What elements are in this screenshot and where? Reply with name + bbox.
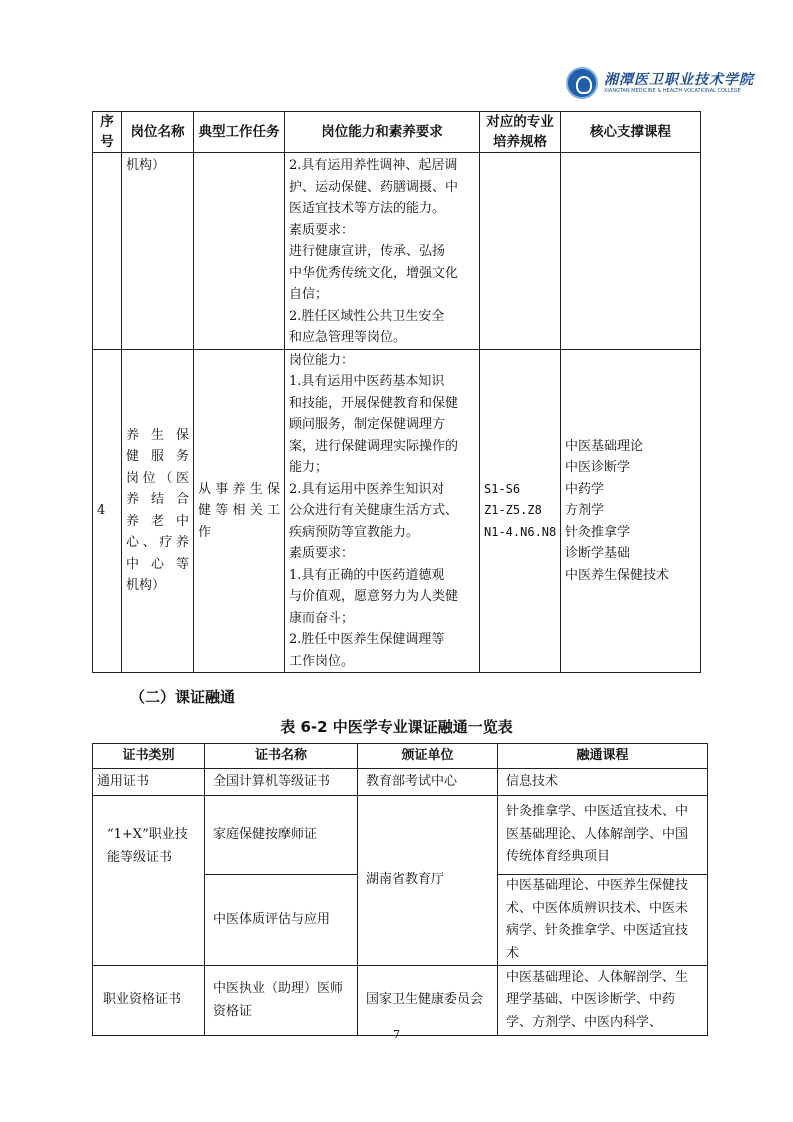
cell-requirements	[285, 153, 480, 350]
cell-cert-name: 全国计算机等级证书	[205, 769, 358, 796]
cell-spec	[480, 153, 561, 350]
text-line: 健服务	[126, 449, 189, 465]
cell-courses: 针灸推拿学、中医适宜技术、中医基础理论、人体解剖学、中国传统体育经典项目	[498, 796, 708, 875]
text-line: 机构）	[126, 578, 166, 594]
cell-task	[194, 349, 285, 673]
table-header-row	[93, 744, 708, 769]
cell-cert-name: 中医体质评估与应用	[205, 875, 358, 966]
text-line: S1-S6	[484, 481, 521, 496]
text-line: 和应急管理等岗位。	[289, 330, 407, 345]
text-line: 2.具有运用中医养生知识对	[289, 481, 445, 497]
cell-no: 4	[93, 349, 122, 673]
text-line: N1-4.N6.N8	[484, 524, 557, 539]
header-category: 证书类别	[93, 744, 205, 769]
post-ability-table	[92, 111, 701, 673]
text-line: 中医基础理论	[565, 438, 644, 454]
header-task: 典型工作任务	[194, 112, 285, 153]
cell-courses	[561, 349, 701, 673]
text-line: 2.胜任区域性公共卫生安全	[289, 308, 445, 324]
table-row	[93, 966, 708, 1036]
cell-cert-name: 家庭保健按摩师证	[205, 796, 358, 875]
text-line: 方剂学	[565, 503, 605, 518]
text-line: 素质要求：	[289, 546, 355, 561]
text-line: 中华优秀传统文化，增强文化	[289, 265, 459, 281]
text-line: 能力；	[289, 460, 329, 475]
header-post: 岗位名称	[122, 112, 194, 153]
table-row	[93, 769, 708, 796]
cell-task	[194, 153, 285, 350]
text-line: 机构）	[126, 158, 166, 173]
cell-courses: 中医基础理论、人体解剖学、生理学基础、中医诊断学、中药学、方剂学、中医内科学、	[498, 966, 708, 1036]
header-courses: 融通课程	[498, 744, 708, 769]
text-line: 针灸推拿学	[565, 524, 631, 540]
text-line: 顾问服务，制定保健调理方	[289, 417, 446, 432]
text-line: 养结合	[126, 492, 189, 508]
text-line: 工作岗位。	[289, 653, 355, 669]
cell-issuer: 国家卫生健康委员会	[358, 966, 498, 1036]
text-line: 养老中	[126, 513, 189, 529]
text-line: 素质要求：	[289, 222, 355, 238]
text-line: 中药学	[565, 481, 605, 497]
text-line: 诊断学基础	[565, 546, 631, 561]
cell-issuer: 湖南省教育厅	[358, 796, 498, 966]
logo-en-text: XIANGTAN MEDICINE & HEALTH VOCATIONAL COLLEGE	[604, 88, 741, 94]
text-line: 中医养生保健技术	[565, 567, 670, 583]
table-row	[93, 796, 708, 875]
cell-no	[93, 153, 122, 350]
cell-spec	[480, 349, 561, 673]
text-line: 2.具有运用养性调神、起居调	[289, 158, 458, 173]
page-number: 7	[393, 1028, 400, 1041]
text-line: 中医诊断学	[565, 460, 631, 475]
text-line: 岗位（医	[126, 470, 189, 486]
cell-requirements	[285, 349, 480, 673]
table-row	[93, 153, 701, 350]
section-heading: （二）课证融通	[130, 688, 236, 706]
text-line: 2.胜任中医养生保健调理等	[289, 632, 445, 647]
text-line: 健等相关工	[198, 503, 280, 518]
cell-courses	[561, 153, 701, 350]
header-requirements: 岗位能力和素养要求	[285, 112, 480, 153]
category-text: “1+X”职业技能等级证书	[107, 827, 188, 865]
text-line: 公众进行有关健康生活方式、	[289, 503, 459, 518]
text-line: 疾病预防等宣教能力。	[289, 524, 420, 540]
header-courses: 核心支撑课程	[561, 112, 701, 153]
logo-cn-text: 湘潭医卫职业技术学院	[604, 72, 754, 88]
text-line: Z1-Z5.Z8	[484, 503, 542, 517]
cell-category	[93, 796, 205, 966]
text-line: 心、疗养	[126, 535, 189, 551]
header-cert-name: 证书名称	[205, 744, 358, 769]
cell-courses: 中医基础理论、中医养生保健技术、中医体质辨识技术、中医未病学、针灸推拿学、中医适宜技术	[498, 875, 708, 966]
cell-issuer: 教育部考试中心	[358, 769, 498, 796]
cell-courses: 信息技术	[498, 769, 708, 796]
text-line: 作	[198, 524, 212, 540]
text-line: 康而奋斗；	[289, 610, 355, 626]
header-spec-line: 对应的专业	[486, 114, 554, 130]
course-certificate-table	[92, 743, 708, 1036]
cell-cert-name: 中医执业（助理）医师资格证	[205, 966, 358, 1036]
text-line: 和技能，开展保健教育和保健	[289, 395, 459, 411]
header-spec	[480, 112, 561, 153]
text-line: 进行健康宣讲，传承、弘扬	[289, 244, 446, 259]
cell-post	[122, 349, 194, 673]
table-caption: 表 6-2 中医学专业课证融通一览表	[280, 718, 513, 736]
table-header-row	[93, 112, 701, 153]
text-line: 从事养生保	[198, 481, 280, 497]
cell-post	[122, 153, 194, 350]
text-line: 岗位能力：	[289, 352, 355, 368]
header-issuer: 颁证单位	[358, 744, 498, 769]
text-line: 养生保	[126, 427, 189, 443]
text-line: 与价值观，愿意努力为人类健	[289, 589, 459, 604]
header-spec-line: 培养规格	[493, 134, 547, 150]
text-line: 1.具有正确的中医药道德观	[289, 567, 445, 583]
text-line: 自信；	[289, 287, 329, 302]
text-line: 案，进行保健调理实际操作的	[289, 438, 459, 454]
text-line: 医适宜技术等方法的能力。	[289, 201, 446, 216]
college-logo	[566, 67, 754, 101]
text-line: 中心等	[126, 556, 189, 572]
college-emblem-icon	[566, 67, 598, 99]
text-line: 护、运动保健、药膳调摄、中	[289, 179, 459, 195]
table-row	[93, 349, 701, 673]
cell-category: 职业资格证书	[93, 966, 205, 1036]
header-no: 序号	[93, 112, 122, 153]
text-line: 1.具有运用中医药基本知识	[289, 374, 445, 389]
cell-category: 通用证书	[93, 769, 205, 796]
